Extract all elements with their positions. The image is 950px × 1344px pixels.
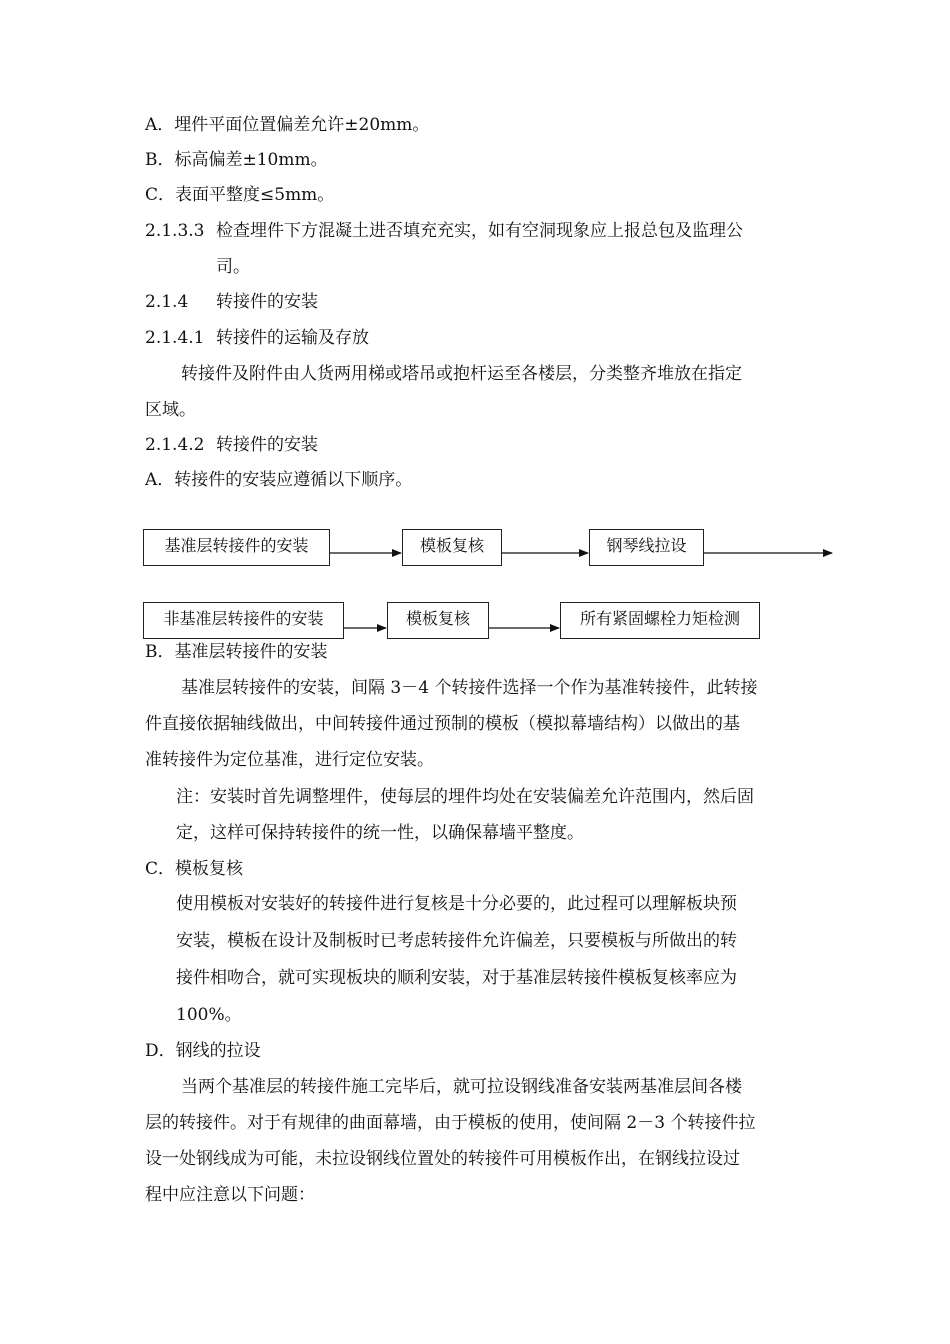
paragraph-base-line3: 准转接件为定位基准，进行定位安装。 [145,750,434,770]
paragraph-wire-line3: 设一处钢线成为可能，未拉设钢线位置处的转接件可用模板作出，在钢线拉设过 [145,1149,740,1169]
paragraph-template-line4: 100%。 [176,1005,242,1025]
item-a-embed-position: A．埋件平面位置偏差允许±20mm。 [145,115,430,135]
flow-box-template-check-1: 模板复核 [402,529,502,566]
item-d-wire-setting: D．钢线的拉设 [145,1041,261,1061]
section-number: 2.1.4 [145,292,189,312]
section-text: 检查埋件下方混凝土进否填充充实，如有空洞现象应上报总包及监理公 [216,221,743,241]
paragraph-base-line1: 基准层转接件的安装，间隔 3－4 个转接件选择一个作为基准转接件，此转接 [181,678,758,698]
paragraph-base-line2: 件直接依据轴线做出，中间转接件通过预制的模板（模拟幕墙结构）以做出的基 [145,714,740,734]
item-a-install-order: A．转接件的安装应遵循以下顺序。 [145,470,413,490]
paragraph-template-line2: 安装，模板在设计及制板时已考虑转接件允许偏差，只要模板与所做出的转 [176,931,737,951]
paragraph-template-line3: 接件相吻合，就可实现板块的顺利安装，对于基准层转接件模板复核率应为 [176,968,737,988]
flow-box-bolt-torque: 所有紧固螺栓力矩检测 [560,602,760,639]
note-line1: 注：安装时首先调整埋件，使每层的埋件均处在安装偏差允许范围内，然后固 [176,787,754,807]
paragraph-wire-line4: 程中应注意以下问题： [145,1185,315,1205]
flow-box-piano-wire: 钢琴线拉设 [589,529,704,566]
paragraph-template-line1: 使用模板对安装好的转接件进行复核是十分必要的，此过程可以理解板块预 [176,894,737,914]
section-title: 转接件的运输及存放 [216,328,369,348]
flow-box-nonbase-install: 非基准层转接件的安装 [143,602,344,639]
item-c-template-check: C．模板复核 [145,859,244,879]
section-title: 转接件的安装 [216,435,318,455]
section-title: 转接件的安装 [216,292,318,312]
paragraph-wire-line2: 层的转接件。对于有规律的曲面幕墙，由于模板的使用，使间隔 2－3 个转接件拉 [145,1113,756,1133]
section-2133-cont: 司。 [216,257,250,277]
flow-box-template-check-2: 模板复核 [387,602,489,639]
paragraph-transport-line2: 区域。 [145,400,196,420]
section-number: 2.1.4.2 [145,435,205,455]
note-line2: 定，这样可保持转接件的统一性，以确保幕墙平整度。 [176,823,584,843]
item-b-base-layer: B．基准层转接件的安装 [145,642,328,662]
section-number: 2.1.4.1 [145,328,205,348]
paragraph-transport-line1: 转接件及附件由人货两用梯或塔吊或抱杆运至各楼层，分类整齐堆放在指定 [181,364,742,384]
section-number: 2.1.3.3 [145,221,205,241]
item-c-flatness: C．表面平整度≤5mm。 [145,185,335,205]
item-b-elevation: B．标高偏差±10mm。 [145,150,328,170]
paragraph-wire-line1: 当两个基准层的转接件施工完毕后，就可拉设钢线准备安装两基准层间各楼 [181,1077,742,1097]
flow-box-base-install: 基准层转接件的安装 [143,529,330,566]
